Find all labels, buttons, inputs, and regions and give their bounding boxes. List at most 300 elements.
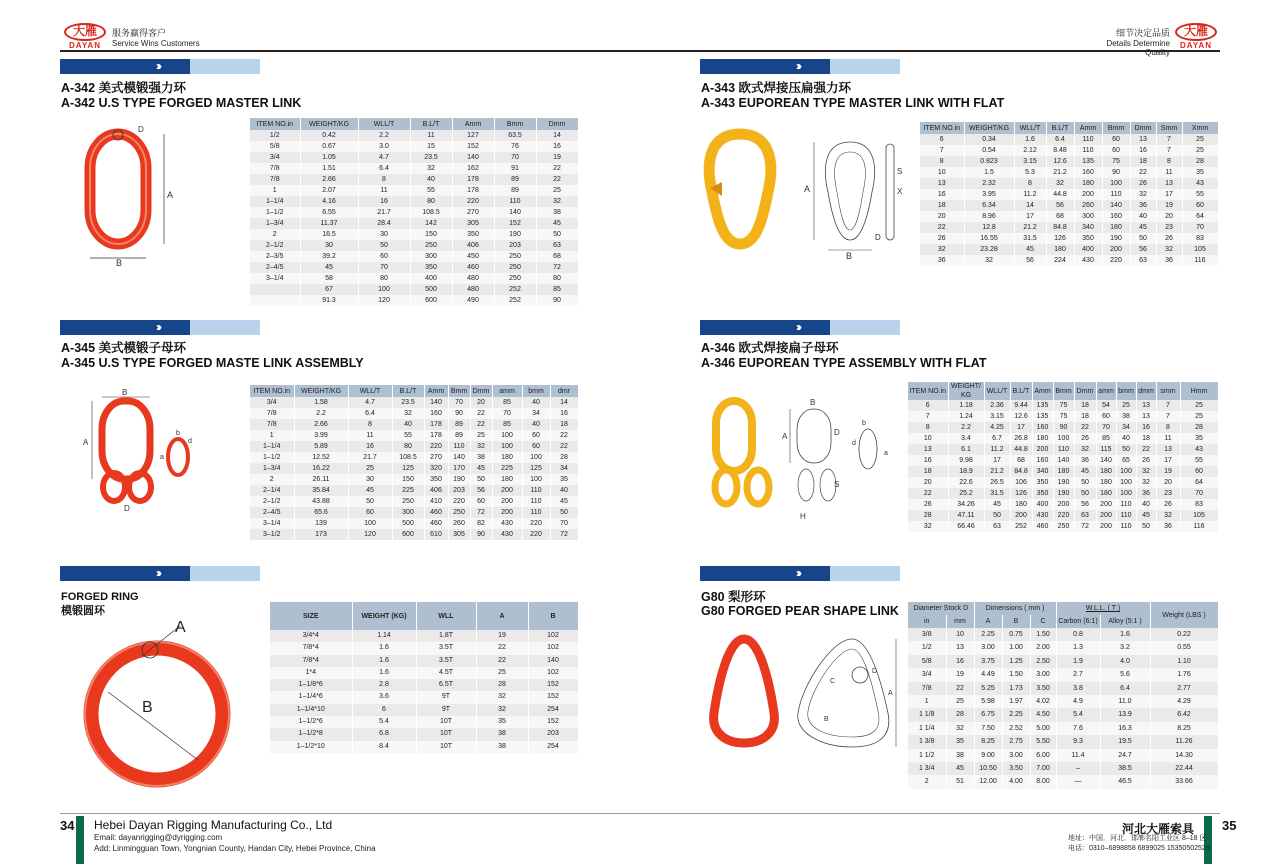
table-cell: 6.1 — [948, 444, 984, 455]
table-cell: 6.4 — [1046, 134, 1074, 145]
table-row — [908, 433, 1218, 444]
table-cell: 7.6 — [1056, 722, 1100, 735]
table-cell: 1.10 — [1150, 655, 1218, 668]
table-row — [908, 708, 1218, 721]
table-cell: 4.7 — [348, 397, 392, 408]
table-row — [250, 441, 578, 452]
table-cell: 75 — [1053, 400, 1074, 411]
table-cell: 32 — [1130, 189, 1156, 200]
table-cell: 38 — [476, 728, 528, 740]
table-cell: 45 — [1136, 510, 1156, 521]
table-cell: 203 — [494, 240, 536, 251]
table-cell: 3–1/4 — [250, 518, 294, 529]
table-cell: 1.6 — [1100, 628, 1150, 641]
table-cell: 36 — [920, 255, 964, 266]
table-row — [250, 529, 578, 540]
table-cell: 16.22 — [294, 463, 348, 474]
table-cell: 63 — [984, 521, 1010, 532]
table-cell: 200 — [1074, 189, 1102, 200]
table-row — [908, 722, 1218, 735]
label-d: D — [124, 504, 130, 513]
table-cell: 220 — [1053, 510, 1074, 521]
col-subheader: Alloy (5:1 ) — [1100, 615, 1150, 628]
col-header: Bmm — [1053, 382, 1074, 400]
table-cell: 36 — [1156, 255, 1182, 266]
table-row — [250, 163, 578, 174]
table-cell: 225 — [392, 485, 424, 496]
table-cell: 8.25 — [974, 735, 1002, 748]
table-cell: 40 — [1136, 499, 1156, 510]
table-cell: 13 — [1130, 134, 1156, 145]
col-header: B.L/T — [392, 385, 424, 397]
table-cell: 140 — [528, 655, 578, 667]
table-cell: 6.4 — [1100, 682, 1150, 695]
table-cell: 28 — [1182, 156, 1218, 167]
outline-pear-link — [798, 639, 889, 747]
table-cell: 28.4 — [358, 218, 410, 229]
table-cell: 10T — [416, 728, 476, 740]
table-row — [908, 655, 1218, 668]
table-cell: 6.00 — [1030, 749, 1056, 762]
table-cell: 110 — [522, 507, 550, 518]
table-cell: 9T — [416, 704, 476, 716]
table-cell: 8.4 — [352, 741, 416, 753]
table-cell: 51 — [946, 775, 974, 788]
col-header: Amm — [1032, 382, 1053, 400]
footer-bar-left — [76, 816, 84, 864]
label-sd: d — [852, 440, 856, 447]
col-header: WLL/T — [348, 385, 392, 397]
table-cell: 152 — [528, 716, 578, 728]
table-row — [920, 222, 1218, 233]
table-cell: 120 — [358, 295, 410, 306]
chevrons-icon: ››› — [156, 320, 159, 334]
table-row — [250, 152, 578, 163]
table-cell: 38.5 — [1100, 762, 1150, 775]
table-row — [270, 741, 578, 753]
table-cell: 252 — [494, 295, 536, 306]
pear-title-en: G80 FORGED PEAR SHAPE LINK — [701, 604, 899, 618]
label-sa: a — [884, 450, 888, 457]
table-cell: 26.5 — [984, 477, 1010, 488]
table-cell: 3.00 — [974, 641, 1002, 654]
table-cell: 1–3/4 — [250, 218, 300, 229]
table-cell: 5.6 — [1100, 668, 1150, 681]
table-cell: 22 — [1074, 422, 1096, 433]
table-cell: 140 — [494, 207, 536, 218]
table-cell: 120 — [348, 529, 392, 540]
table-cell: 224 — [1046, 255, 1074, 266]
table-cell: 39.2 — [300, 251, 358, 262]
table-cell: 55 — [1180, 455, 1218, 466]
table-cell: 55 — [1182, 189, 1218, 200]
table-row — [250, 397, 578, 408]
table-cell: 45 — [470, 463, 492, 474]
table-cell: 4.16 — [300, 196, 358, 207]
side-sub-link — [859, 429, 877, 469]
table-cell: 2.12 — [1014, 145, 1046, 156]
table-row — [920, 167, 1218, 178]
table-cell: 200 — [1096, 521, 1116, 532]
table-cell: 68 — [536, 251, 578, 262]
table-cell: 80 — [410, 196, 452, 207]
table-cell: 100 — [522, 452, 550, 463]
page-number-left: 34 — [60, 818, 75, 833]
table-row — [908, 400, 1218, 411]
table-cell: 19 — [476, 630, 528, 642]
table-cell: 7.00 — [1030, 762, 1056, 775]
table-row — [908, 749, 1218, 762]
table-cell: 1.97 — [1002, 695, 1030, 708]
table-cell: 10 — [946, 628, 974, 641]
a346-spec-table — [908, 382, 1219, 532]
table-cell: 220 — [452, 196, 494, 207]
table-cell: 7/8*4 — [270, 642, 352, 654]
table-cell: 0.8 — [1056, 628, 1100, 641]
table-cell: 33.66 — [1150, 775, 1218, 788]
table-cell: 28 — [476, 679, 528, 691]
table-cell: 45 — [1014, 244, 1046, 255]
table-cell: 70 — [494, 152, 536, 163]
table-cell: 300 — [410, 251, 452, 262]
table-cell: 45 — [1130, 222, 1156, 233]
a342-master-link-drawing — [78, 118, 193, 268]
table-cell: 140 — [1053, 455, 1074, 466]
table-cell: 75 — [1053, 411, 1074, 422]
outline-pear-inner — [808, 649, 879, 737]
table-cell: 108.5 — [410, 207, 452, 218]
table-cell: 350 — [410, 262, 452, 273]
table-cell: 11.2 — [1014, 189, 1046, 200]
table-cell: 160 — [1074, 167, 1102, 178]
table-cell: 16.5 — [300, 229, 358, 240]
table-cell: 21.2 — [1046, 167, 1074, 178]
table-cell: 135 — [1032, 400, 1053, 411]
table-cell: 16 — [1136, 422, 1156, 433]
table-cell: 32 — [920, 244, 964, 255]
right-slogan-en: Details Determine Quality — [1106, 39, 1170, 57]
table-row — [250, 185, 578, 196]
table-cell: 1.50 — [1030, 628, 1056, 641]
table-cell: 18 — [1130, 156, 1156, 167]
table-row — [908, 411, 1218, 422]
table-cell: 72 — [550, 529, 578, 540]
table-cell: 34 — [1116, 422, 1136, 433]
table-cell: 430 — [1032, 510, 1053, 521]
table-cell: 6 — [920, 134, 964, 145]
table-cell: 3.75 — [974, 655, 1002, 668]
table-cell: 5.00 — [1030, 722, 1056, 735]
table-cell: 450 — [452, 251, 494, 262]
col-header: bmm — [1116, 382, 1136, 400]
a345-title-cn: A-345 美式模锻子母环 — [61, 341, 187, 355]
table-row — [250, 218, 578, 229]
table-row — [920, 244, 1218, 255]
table-cell: 4.00 — [1002, 775, 1030, 788]
table-cell: 320 — [424, 463, 448, 474]
table-cell: 350 — [1074, 233, 1102, 244]
tag-dark — [60, 59, 190, 74]
table-row — [250, 196, 578, 207]
dayan-logo-left — [62, 22, 108, 50]
table-cell: 11 — [410, 130, 452, 141]
table-cell: 10 — [908, 433, 948, 444]
table-cell: 3/4 — [250, 152, 300, 163]
table-cell: 152 — [452, 141, 494, 152]
table-cell: 180 — [1096, 488, 1116, 499]
table-cell: 32 — [410, 163, 452, 174]
table-cell: 140 — [424, 397, 448, 408]
table-cell: 160 — [1032, 422, 1053, 433]
table-cell: 38 — [470, 452, 492, 463]
table-cell: 3–1/2 — [250, 529, 294, 540]
table-cell: 270 — [452, 207, 494, 218]
a343-title-cn: A-343 欧式焊接压扁强力环 — [701, 81, 852, 95]
table-cell: 4.7 — [358, 152, 410, 163]
table-cell: 4.02 — [1030, 695, 1056, 708]
table-cell: 6.7 — [984, 433, 1010, 444]
table-cell: 63 — [536, 240, 578, 251]
table-cell: 18 — [920, 200, 964, 211]
table-cell: 12.6 — [1010, 411, 1032, 422]
table-cell: 7 — [920, 145, 964, 156]
table-cell: 2–3/5 — [250, 251, 300, 262]
table-cell: 70 — [448, 397, 470, 408]
table-cell: 8 — [908, 422, 948, 433]
ring-highlight — [85, 642, 229, 786]
a346-link-assembly-drawing — [702, 395, 907, 525]
table-cell: 1.8T — [416, 630, 476, 642]
ring-title-en: FORGED RING — [61, 591, 139, 603]
table-cell: 50 — [1074, 477, 1096, 488]
table-cell: 100 — [1102, 178, 1130, 189]
footer-rule-left — [60, 813, 640, 814]
table-cell: 89 — [494, 174, 536, 185]
table-cell: 25 — [1182, 145, 1218, 156]
table-cell: 180 — [1032, 433, 1053, 444]
table-cell: 1.6 — [352, 667, 416, 679]
col-header: dmr — [550, 385, 578, 397]
table-cell: 17 — [1014, 211, 1046, 222]
table-row — [908, 455, 1218, 466]
table-cell: 600 — [392, 529, 424, 540]
table-cell: 9.98 — [948, 455, 984, 466]
table-cell: 110 — [1116, 521, 1136, 532]
table-cell: 150 — [392, 474, 424, 485]
table-cell: 64 — [1182, 211, 1218, 222]
table-cell: 116 — [1182, 255, 1218, 266]
table-row — [270, 728, 578, 740]
table-row — [908, 488, 1218, 499]
table-cell: 1.51 — [300, 163, 358, 174]
table-cell: 83 — [1180, 499, 1218, 510]
red-master-link-icon — [90, 134, 146, 244]
col-subheader: in — [908, 615, 946, 628]
table-row — [270, 630, 578, 642]
table-cell: 0.22 — [1150, 628, 1218, 641]
table-row — [908, 775, 1218, 788]
a346-title-en: A-346 EUPOREAN TYPE ASSEMBLY WITH FLAT — [701, 356, 987, 370]
table-cell: 3.5T — [416, 655, 476, 667]
table-cell: 7/8 — [908, 682, 946, 695]
table-cell: 1–3/4 — [250, 463, 294, 474]
col-header: amm — [492, 385, 522, 397]
table-cell: 110 — [494, 196, 536, 207]
table-cell: 26 — [1136, 455, 1156, 466]
table-cell: 60 — [358, 251, 410, 262]
table-cell: 1–1/4*10 — [270, 704, 352, 716]
col-header: WLL/T — [358, 118, 410, 130]
table-row — [250, 474, 578, 485]
table-cell: 26 — [1156, 499, 1180, 510]
table-cell: 21.2 — [1014, 222, 1046, 233]
table-cell: 142 — [410, 218, 452, 229]
col-weight: Weight (LBS ) — [1150, 602, 1218, 628]
col-diameter: Diameter Stock D — [908, 602, 974, 615]
table-cell: 23 — [1156, 222, 1182, 233]
col-header: amm — [1096, 382, 1116, 400]
tag-dark — [700, 566, 830, 581]
col-header: WLL/T — [1014, 122, 1046, 134]
outline-inner — [835, 152, 866, 230]
table-cell: 5.89 — [294, 441, 348, 452]
table-row — [250, 507, 578, 518]
table-cell: 32 — [1136, 477, 1156, 488]
table-cell: 32 — [964, 255, 1014, 266]
table-cell: 173 — [294, 529, 348, 540]
tag-light — [830, 59, 900, 74]
table-cell: 1.00 — [1002, 641, 1030, 654]
col-subheader: Carbon (6:1) — [1056, 615, 1100, 628]
table-cell: 80 — [536, 273, 578, 284]
table-cell: 2.8 — [352, 679, 416, 691]
table-cell: 1.24 — [948, 411, 984, 422]
table-cell: 0.54 — [964, 145, 1014, 156]
table-cell: 32 — [1156, 510, 1180, 521]
table-cell: 340 — [1074, 222, 1102, 233]
table-row — [908, 499, 1218, 510]
table-cell: 25 — [1180, 411, 1218, 422]
table-cell: 200 — [492, 485, 522, 496]
col-header: Dmm — [470, 385, 492, 397]
left-slogan-cn: 服务赢得客户 — [112, 28, 167, 38]
table-cell: 56 — [1046, 200, 1074, 211]
table-cell: 8 — [348, 419, 392, 430]
table-cell: 11.0 — [1100, 695, 1150, 708]
table-cell: 2–4/5 — [250, 262, 300, 273]
table-cell: 60 — [1102, 145, 1130, 156]
label-a: A — [167, 190, 174, 200]
table-cell: 91.3 — [300, 295, 358, 306]
table-cell: 50 — [358, 240, 410, 251]
table-cell: 11.4 — [1056, 749, 1100, 762]
a342-spec-table — [250, 118, 579, 306]
table-cell: 68 — [1010, 455, 1032, 466]
table-cell: 2.32 — [964, 178, 1014, 189]
table-cell: 0.67 — [300, 141, 358, 152]
table-cell: 80 — [358, 273, 410, 284]
table-cell: 160 — [424, 408, 448, 419]
table-cell: 30 — [300, 240, 358, 251]
table-cell: 1 — [250, 430, 294, 441]
table-cell: 3.0 — [358, 141, 410, 152]
table-cell: 50 — [1130, 233, 1156, 244]
yellow-sub-link-left — [715, 470, 737, 504]
label-d: D — [834, 428, 840, 437]
col-header: Amm — [1074, 122, 1102, 134]
table-row — [920, 255, 1218, 266]
table-cell: 22 — [550, 430, 578, 441]
table-cell: 50 — [550, 507, 578, 518]
outline-master-link — [825, 142, 874, 240]
section-marker — [852, 667, 868, 683]
table-cell: 11.26 — [1150, 735, 1218, 748]
table-cell: 3.2 — [1100, 641, 1150, 654]
table-cell: 254 — [528, 704, 578, 716]
col-header: Xmm — [1182, 122, 1218, 134]
table-cell: 220 — [448, 496, 470, 507]
table-cell: 17 — [1156, 455, 1180, 466]
table-cell: 3/4*4 — [270, 630, 352, 642]
table-row — [250, 295, 578, 306]
table-cell: 45 — [300, 262, 358, 273]
table-header-row — [920, 122, 1218, 134]
table-cell: 110 — [448, 441, 470, 452]
table-cell: 25 — [1116, 400, 1136, 411]
table-cell: 200 — [1053, 499, 1074, 510]
table-cell: 15 — [410, 141, 452, 152]
table-cell: 106 — [1010, 477, 1032, 488]
table-cell: 110 — [522, 485, 550, 496]
table-cell: 8 — [1156, 156, 1182, 167]
table-cell: 3.95 — [964, 189, 1014, 200]
table-cell: 220 — [522, 518, 550, 529]
label-d: D — [138, 125, 144, 134]
tag-dark — [700, 320, 830, 335]
table-cell: 225 — [492, 463, 522, 474]
table-cell: 50 — [1074, 488, 1096, 499]
table-cell: 5.25 — [974, 682, 1002, 695]
table-cell: 4.9 — [1056, 695, 1100, 708]
table-cell: 91 — [494, 163, 536, 174]
col-header: Bmm — [448, 385, 470, 397]
table-cell: 1.05 — [300, 152, 358, 163]
table-cell: 2 — [908, 775, 946, 788]
table-cell: 3/8 — [908, 628, 946, 641]
col-header: ITEM NO.in — [250, 385, 294, 397]
table-cell: 90 — [1102, 167, 1130, 178]
table-cell: 3.4 — [948, 433, 984, 444]
table-cell: 56 — [1074, 499, 1096, 510]
table-cell: 100 — [1053, 433, 1074, 444]
table-cell: 26 — [908, 499, 948, 510]
table-cell: 14.30 — [1150, 749, 1218, 762]
table-cell: 200 — [1010, 510, 1032, 521]
table-cell: 3/4 — [250, 397, 294, 408]
table-cell: 200 — [1102, 244, 1130, 255]
table-cell: 25 — [470, 430, 492, 441]
table-cell: 35 — [550, 474, 578, 485]
table-cell: 2–4/5 — [250, 507, 294, 518]
red-master-link-icon — [102, 401, 150, 479]
table-cell: 10.50 — [974, 762, 1002, 775]
table-cell: 6.34 — [964, 200, 1014, 211]
table-cell: 100 — [1116, 466, 1136, 477]
tag-light — [830, 566, 900, 581]
table-cell: 7 — [1156, 145, 1182, 156]
table-cell: 6.8 — [352, 728, 416, 740]
table-cell: 6 — [352, 704, 416, 716]
